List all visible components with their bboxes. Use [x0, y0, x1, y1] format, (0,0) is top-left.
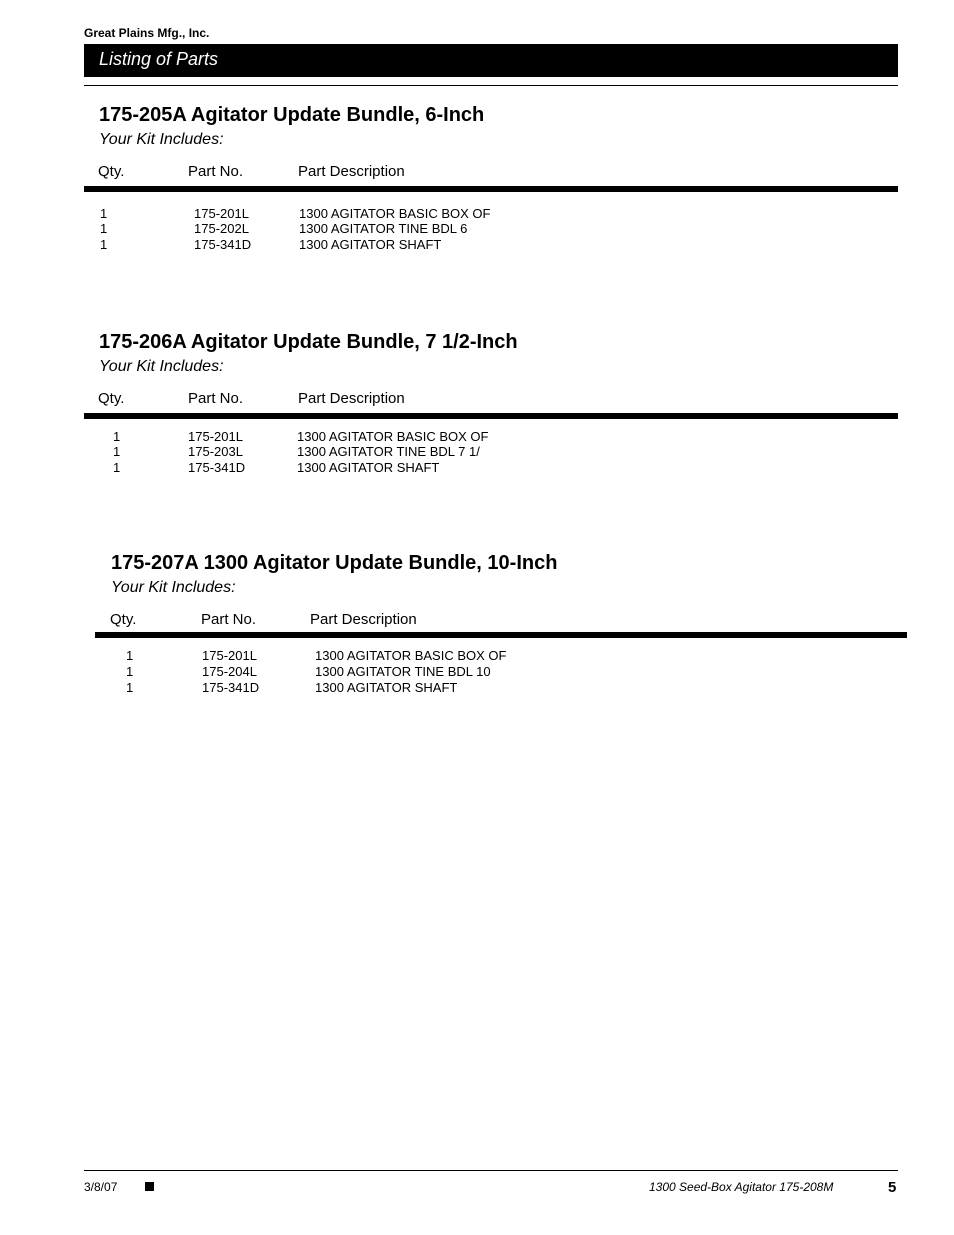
section-title: 175-207A 1300 Agitator Update Bundle, 10-Inch: [111, 552, 558, 574]
row-part-no: 175-201L: [194, 206, 249, 221]
header-rule: [84, 413, 898, 419]
row-description: 1300 AGITATOR TINE BDL 7 1/: [297, 444, 480, 459]
row-qty: 1: [113, 429, 121, 444]
square-bullet-icon: [145, 1182, 154, 1191]
row-part-no: 175-341D: [194, 237, 252, 252]
row-part-no: 175-201L: [202, 648, 257, 663]
row-part-no: 175-203L: [188, 444, 243, 459]
section-subtitle: Your Kit Includes:: [111, 579, 236, 596]
column-header-part-no: Part No.: [201, 611, 257, 628]
banner-title: Listing of Parts: [99, 49, 219, 69]
section-subtitle: Your Kit Includes:: [99, 358, 224, 375]
page-number: 5: [888, 1179, 897, 1196]
column-header-part-no: Part No.: [188, 390, 244, 407]
row-description: 1300 AGITATOR SHAFT: [315, 680, 458, 695]
column-header-part-no: Part No.: [188, 163, 244, 180]
row-description: 1300 AGITATOR TINE BDL 10: [315, 664, 491, 679]
row-qty: 1: [113, 444, 121, 459]
header-divider: [84, 85, 898, 86]
row-qty: 1: [100, 237, 108, 252]
row-qty: 1: [113, 460, 121, 475]
row-qty: 1: [126, 680, 134, 695]
row-description: 1300 AGITATOR BASIC BOX OF: [299, 206, 491, 221]
row-qty: 1: [126, 648, 134, 663]
row-qty: 1: [100, 221, 108, 236]
column-header-qty: Qty.: [110, 611, 137, 628]
row-description: 1300 AGITATOR TINE BDL 6: [299, 221, 468, 236]
row-qty: 1: [126, 664, 134, 679]
row-part-no: 175-201L: [188, 429, 243, 444]
row-description: 1300 AGITATOR BASIC BOX OF: [297, 429, 489, 444]
column-header-description: Part Description: [298, 390, 405, 407]
section-banner: [84, 44, 898, 77]
column-header-qty: Qty.: [98, 390, 125, 407]
row-description: 1300 AGITATOR BASIC BOX OF: [315, 648, 507, 663]
row-part-no: 175-341D: [202, 680, 260, 695]
company-name: Great Plains Mfg., Inc.: [84, 26, 210, 40]
column-header-description: Part Description: [310, 611, 417, 628]
footer-date: 3/8/07: [84, 1180, 118, 1194]
row-description: 1300 AGITATOR SHAFT: [299, 237, 442, 252]
header-rule: [95, 632, 907, 638]
row-qty: 1: [100, 206, 108, 221]
section-title: 175-206A Agitator Update Bundle, 7 1/2-Inch: [99, 331, 518, 353]
row-part-no: 175-202L: [194, 221, 249, 236]
row-part-no: 175-341D: [188, 460, 246, 475]
section-title: 175-205A Agitator Update Bundle, 6-Inch: [99, 104, 485, 126]
column-header-qty: Qty.: [98, 163, 125, 180]
footer-document-title: 1300 Seed-Box Agitator 175-208M: [649, 1180, 834, 1194]
row-part-no: 175-204L: [202, 664, 257, 679]
footer-divider: [84, 1170, 898, 1171]
header-rule: [84, 186, 898, 192]
section-subtitle: Your Kit Includes:: [99, 131, 224, 148]
row-description: 1300 AGITATOR SHAFT: [297, 460, 440, 475]
column-header-description: Part Description: [298, 163, 405, 180]
